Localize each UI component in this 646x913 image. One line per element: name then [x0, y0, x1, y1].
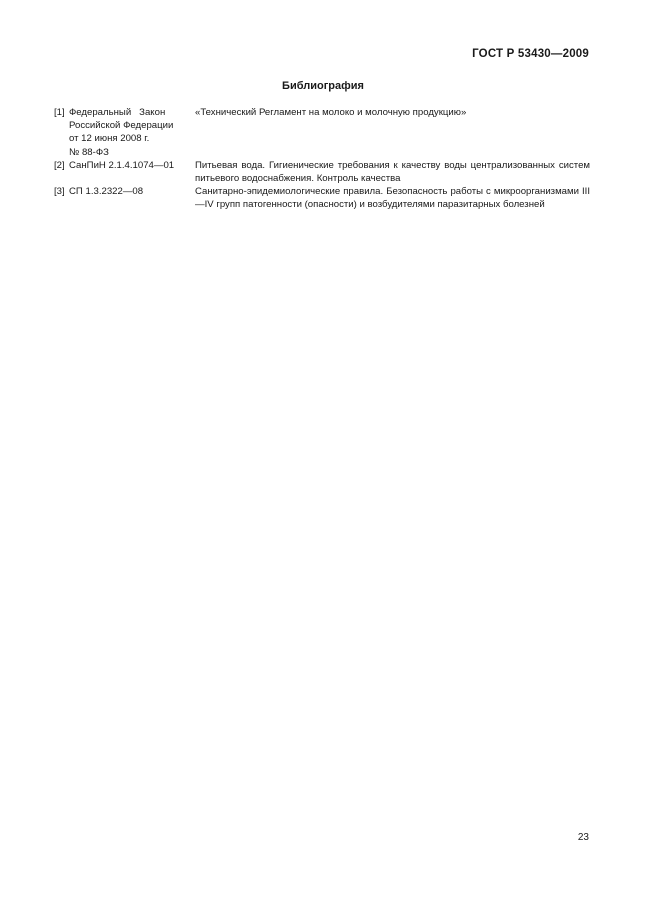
page-number: 23: [577, 832, 589, 843]
entry-source-line: от 12 июня 2008 г.: [69, 133, 150, 145]
entry-source-line: № 88-ФЗ: [69, 146, 109, 158]
entry-number: [2]: [54, 159, 65, 171]
bibliography-list: [54, 106, 590, 212]
bibliography-entry: [54, 106, 590, 159]
entry-source-line: СП 1.3.2322—08: [69, 186, 144, 198]
entry-source: [69, 185, 182, 211]
entry-description: Санитарно-эпидемиологические правила. Безопасность работы с микроорганизмами III—IV групп патогенности (опасности) и возбудителями паразитарных болезней: [195, 186, 590, 211]
entry-source-line: Федеральный Закон: [69, 107, 166, 118]
entry-source: [69, 159, 182, 185]
bibliography-entry: [54, 185, 590, 211]
entry-source: [69, 106, 182, 159]
standard-code: ГОСТ Р 53430—2009: [472, 48, 589, 60]
entry-description: «Технический Регламент на молоко и молочную продукцию»: [195, 107, 467, 118]
bibliography-entry: [54, 159, 590, 185]
entry-description: Питьевая вода. Гигиенические требования к качеству воды централизованных систем питьевого водоснабжения. Контроль качества: [195, 159, 590, 185]
entry-source-line: СанПиН 2.1.4.1074—01: [69, 159, 175, 171]
entry-source-line: Российской Федерации: [69, 120, 174, 132]
page-title: Библиография: [282, 80, 364, 92]
entry-number: [1]: [54, 107, 65, 118]
entry-number: [3]: [54, 186, 65, 198]
